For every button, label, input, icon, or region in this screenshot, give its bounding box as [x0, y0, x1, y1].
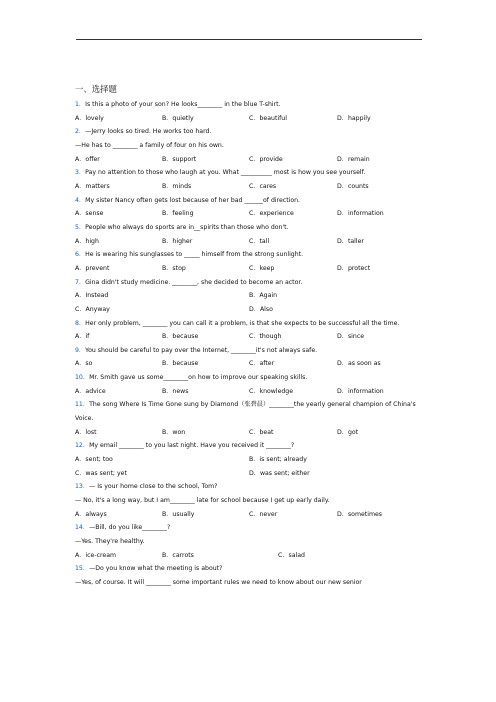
options-12 [75, 453, 423, 480]
option[interactable]: C．salad [278, 551, 305, 559]
option[interactable]: C．after [249, 360, 275, 368]
option[interactable]: C．was sent; yet [75, 469, 127, 477]
option[interactable]: C．never [249, 510, 278, 518]
option[interactable]: D．counts [337, 182, 369, 190]
options-9 [75, 357, 423, 371]
question-13-line2: — No, it's a long way, but I am________ late for school because I get up early daily. [75, 497, 330, 505]
options-2 [75, 153, 423, 167]
option[interactable]: D．as soon as [337, 360, 381, 368]
option[interactable]: D．information [337, 387, 384, 395]
question-15: 15．—Do you know what the meeting is about? [75, 565, 223, 573]
option[interactable]: B．won [162, 428, 186, 436]
option[interactable]: B．news [162, 387, 189, 395]
option[interactable]: B．stop [162, 264, 186, 272]
option[interactable]: C．though [249, 333, 282, 341]
option[interactable]: A．prevent [75, 264, 110, 272]
header-rule [76, 39, 422, 40]
question-14: 14．—Bill, do you like________? [75, 524, 171, 532]
options-4 [75, 207, 423, 221]
question-13: 13．— Is your home close to the school, Tom? [75, 483, 218, 491]
option[interactable]: D．information [337, 210, 384, 218]
option[interactable]: A．ice-cream [75, 551, 117, 559]
option[interactable]: C．provide [249, 155, 283, 163]
option[interactable]: D．remain [337, 155, 370, 163]
option[interactable]: C．Anyway [75, 305, 110, 313]
option[interactable]: C．experience [249, 210, 294, 218]
option[interactable]: C．knowledge [249, 387, 294, 395]
options-3 [75, 180, 423, 194]
option[interactable]: C．tall [249, 237, 270, 245]
document-body [75, 84, 423, 590]
section-title: 一、选择题 [75, 84, 117, 94]
question-3: 3．Pay no attention to those who laugh at you. What __________ most is how you see yourself. [75, 169, 366, 177]
option[interactable]: A．if [75, 333, 90, 341]
question-2-line2: —He has to ________ a family of four on his own. [75, 141, 224, 149]
option[interactable]: D．happily [337, 114, 371, 122]
question-2: 2．—Jerry looks so tired. He works too hard. [75, 128, 212, 136]
options-5 [75, 235, 423, 249]
option[interactable]: C．beautiful [249, 114, 287, 122]
option[interactable]: B．quietly [162, 114, 194, 122]
question-11: 11．The song Where Is Time Gone sung by Diamond（张碧晨）________the yearly general champion of China's Voice. [75, 401, 416, 423]
option[interactable]: A．advice [75, 387, 106, 395]
question-1: 1．Is this a photo of your son? He looks________ in the blue T-shirt. [75, 101, 281, 108]
options-7 [75, 289, 423, 316]
option[interactable]: A．lost [75, 428, 97, 436]
options-14 [75, 549, 423, 563]
option[interactable]: A．lovely [75, 114, 104, 122]
option[interactable]: D．was sent; either [249, 469, 310, 477]
option[interactable]: B．support [162, 155, 197, 163]
option[interactable]: C．cares [249, 182, 277, 190]
question-15-line2: —Yes, of course. It will ________ some important rules we need to know about our new senior [75, 578, 362, 586]
options-10 [75, 385, 423, 399]
option[interactable]: B．Again [249, 292, 278, 300]
option[interactable]: D．protect [337, 264, 371, 272]
option[interactable]: D．got [337, 428, 359, 436]
option[interactable]: D．taller [337, 237, 364, 245]
option[interactable]: B．is sent; already [249, 456, 307, 464]
options-8 [75, 330, 423, 344]
options-1 [75, 112, 423, 126]
option[interactable]: B．minds [162, 182, 192, 190]
question-14-line2: —Yes. They're healthy. [75, 538, 145, 545]
options-13 [75, 508, 423, 522]
question-6: 6．He is wearing his sunglasses to _____ himself from the strong sunlight. [75, 251, 304, 259]
option[interactable]: B．because [162, 333, 199, 341]
option[interactable]: B．because [162, 360, 199, 368]
option[interactable]: A．sense [75, 210, 104, 218]
option[interactable]: D．sometimes [337, 510, 382, 518]
option[interactable]: A．Instead [75, 292, 109, 300]
option[interactable]: A．sent; too [75, 456, 113, 464]
option[interactable]: D．since [337, 333, 365, 341]
option[interactable]: B．feeling [162, 210, 194, 218]
question-7: 7．Gina didn't study medicine. ________, she decided to become an actor. [75, 278, 303, 286]
option[interactable]: D．Also [249, 305, 273, 313]
option[interactable]: C．keep [249, 264, 275, 272]
option[interactable]: A．high [75, 237, 99, 245]
option[interactable]: A．matters [75, 182, 110, 190]
question-9: 9．You should be careful to pay over the Internet, ________it's not always safe. [75, 346, 318, 354]
options-11 [75, 426, 423, 440]
option[interactable]: A．always [75, 510, 107, 518]
question-10: 10．Mr. Smith gave us some________on how to improve our speaking skills. [75, 374, 308, 382]
question-12: 12．My email ________ to you last night. Have you received it ________? [75, 442, 295, 450]
options-6 [75, 262, 423, 276]
option[interactable]: A．offer [75, 155, 100, 163]
question-5: 5．People who always do sports are in__spirits than those who don't. [75, 223, 289, 231]
option[interactable]: B．carrots [162, 551, 194, 559]
question-8: 8．Her only problem, ________ you can call it a problem, is that she expects to be successful all the time. [75, 319, 400, 327]
option[interactable]: C．beat [249, 428, 274, 436]
option[interactable]: B．higher [162, 237, 193, 245]
option[interactable]: A．so [75, 360, 93, 368]
option[interactable]: B．usually [162, 510, 195, 518]
question-4: 4．My sister Nancy often gets lost because of her bad ______of direction. [75, 196, 301, 204]
